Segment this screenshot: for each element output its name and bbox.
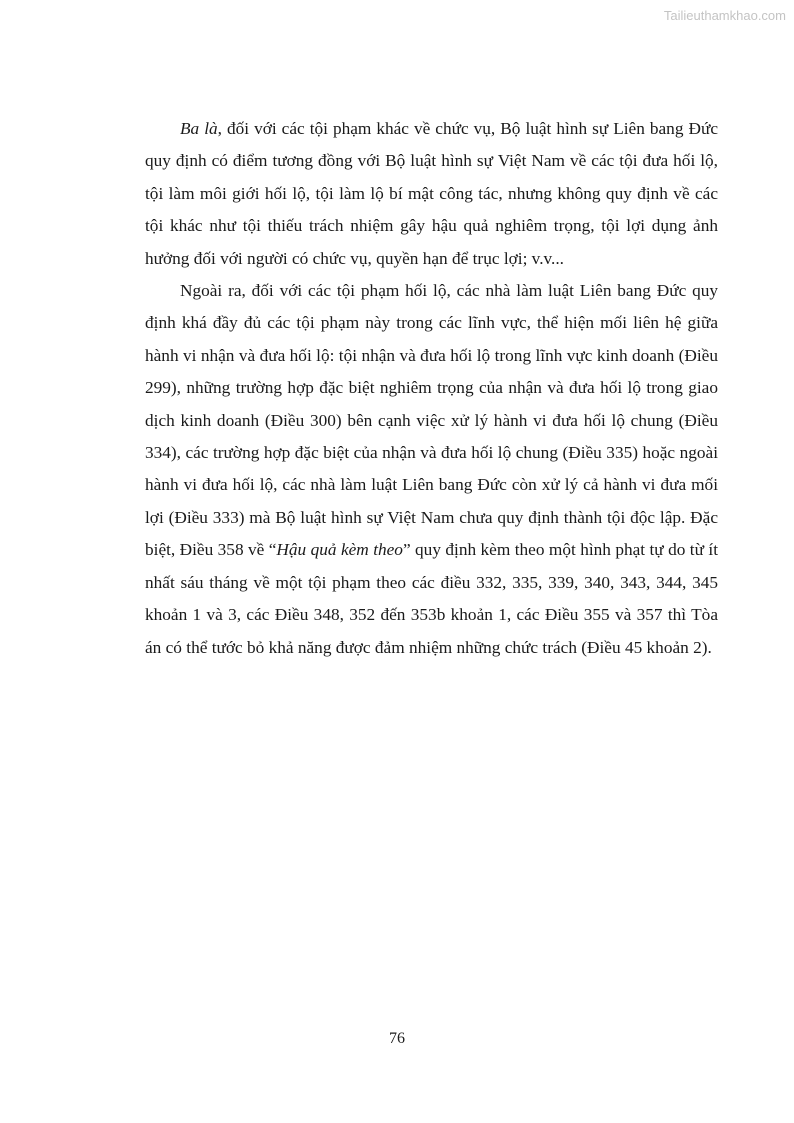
paragraph-2-text-before: Ngoài ra, đối với các tội phạm hối lộ, các nhà làm luật Liên bang Đức quy định khá đầy đủ các tội phạm này trong các lĩnh vực, thể hiện mối liên hệ giữa hành vi nhận và đưa hối lộ: tội nhận và đưa hối lộ trong lĩnh vực kinh doanh (Điều 299), những trường hợp đặc biệt nghiêm trọng của nhận và đưa hối lộ trong giao dịch kinh doanh (Điều 300) bên cạnh việc xử lý hành vi đưa hối lộ chung (Điều 334), các trường hợp đặc biệt của nhận và đưa hối lộ chung (Điều 335) hoặc ngoài hành vi đưa hối lộ, các nhà làm luật Liên bang Đức còn xử lý cả hành vi đưa mối lợi (Điều 333) mà Bộ luật hình sự Việt Nam chưa quy định thành tội độc lập. Đặc biệt, Điều 358 về “ <box>145 281 718 560</box>
document-body <box>145 113 718 664</box>
page-number: 76 <box>389 1030 405 1047</box>
paragraph-2-text-after: ” quy định kèm theo một hình phạt tự do từ ít nhất sáu tháng về một tội phạm theo các điều 332, 335, 339, 340, 343, 344, 345 khoản 1 và 3, các Điều 348, 352 đến 353b khoản 1, các Điều 355 và 357 thì Tòa án có thể tước bỏ khả năng được đảm nhiệm những chức trách (Điều 45 khoản 2). <box>145 540 718 657</box>
paragraph-1 <box>145 113 718 275</box>
paragraph-1-text: , đối với các tội phạm khác về chức vụ, Bộ luật hình sự Liên bang Đức quy định có điểm tương đồng với Bộ luật hình sự Việt Nam về các tội đưa hối lộ, tội làm môi giới hối lộ, tội làm lộ bí mật công tác, nhưng không quy định về các tội khác như tội thiếu trách nhiệm gây hậu quả nghiêm trọng, tội lợi dụng ảnh hưởng đối với người có chức vụ, quyền hạn để trục lợi; v.v... <box>145 119 718 268</box>
paragraph-1-lead-italic: Ba là <box>180 119 218 138</box>
paragraph-2-italic: Hậu quả kèm theo <box>276 540 403 560</box>
watermark: Tailieuthamkhao.com <box>663 8 786 23</box>
paragraph-2 <box>145 275 718 664</box>
